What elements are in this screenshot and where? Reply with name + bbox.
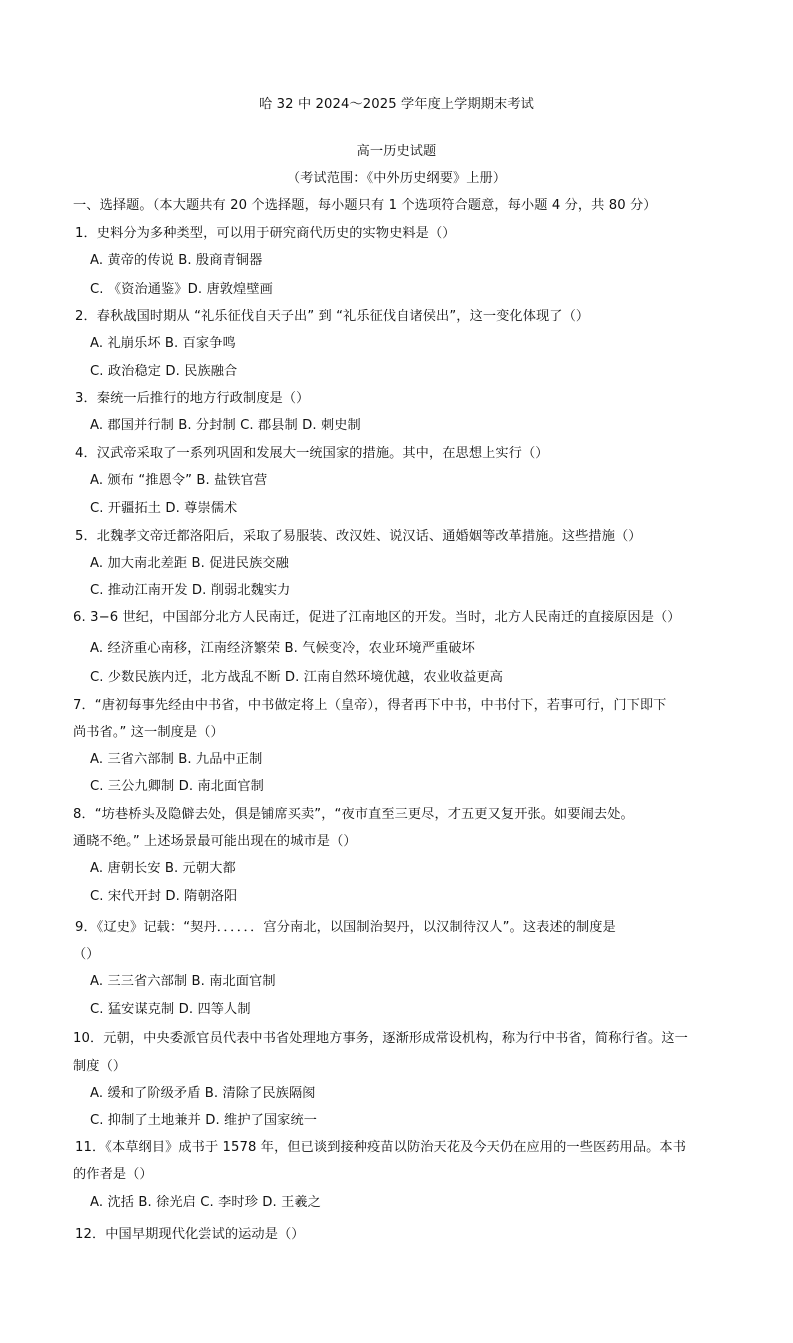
question-stem: 3．秦统一后推行的地方行政制度是（） xyxy=(75,391,310,406)
question-stem: 制度（） xyxy=(73,1059,127,1074)
question-options: C. 抑制了土地兼并 D. 维护了国家统一 xyxy=(90,1113,318,1128)
question-options: A. 三省六部制 B. 九品中正制 xyxy=(90,752,263,767)
question-options: C. 三公九卿制 D. 南北面官制 xyxy=(90,779,264,794)
question-options: C. 猛安谋克制 D. 四等人制 xyxy=(90,1002,251,1017)
section-header: 一、选择题。（本大题共有 20 个选择题，每小题只有 1 个选项符合题意，每小题 4 分，共 80 分） xyxy=(73,198,657,213)
question-stem: （） xyxy=(73,947,100,962)
question-stem: 9．《辽史》记载：“契丹．．．．．．宫分南北，以国制治契丹，以汉制待汉人”。这表述的制度是 xyxy=(75,920,616,935)
question-options: C. 政治稳定 D. 民族融合 xyxy=(90,364,238,379)
question-options: C. 少数民族内迁，北方战乱不断 D. 江南自然环境优越，农业收益更高 xyxy=(90,670,504,685)
exam-scope: （考试范围：《中外历史纲要》上册） xyxy=(286,171,507,186)
question-stem: 通晓不绝。” 上述场景最可能出现在的城市是（） xyxy=(73,834,357,849)
question-options: C. 宋代开封 D. 隋朝洛阳 xyxy=(90,889,238,904)
question-options: C. 推动江南开发 D. 削弱北魏实力 xyxy=(90,583,291,598)
question-stem: 6. 3−6 世纪，中国部分北方人民南迁，促进了江南地区的开发。当时，北方人民南迁的直接原因是（） xyxy=(73,610,681,625)
question-stem: 1．史料分为多种类型，可以用于研究商代历史的实物史料是（） xyxy=(75,226,456,241)
question-options: A. 三三省六部制 B. 南北面官制 xyxy=(90,974,276,989)
exam-subtitle: 高一历史试题 xyxy=(356,144,437,159)
question-stem: 2．春秋战国时期从 “礼乐征伐自天子出” 到 “礼乐征伐自诸侯出”，这一变化体现了（） xyxy=(75,309,590,324)
question-options: A. 唐朝长安 B. 元朝大都 xyxy=(90,861,236,876)
question-options: A. 经济重心南移，江南经济繁荣 B. 气候变冷，农业环境严重破坏 xyxy=(90,641,475,656)
question-options: A. 缓和了阶级矛盾 B. 清除了民族隔阂 xyxy=(90,1086,316,1101)
question-options: A. 郡国并行制 B. 分封制 C. 郡县制 D. 刺史制 xyxy=(90,418,361,433)
question-options: A. 加大南北差距 B. 促进民族交融 xyxy=(90,556,289,571)
question-stem: 尚书省。” 这一制度是（） xyxy=(73,725,224,740)
question-stem: 的作者是（） xyxy=(73,1167,153,1182)
question-stem: 5．北魏孝文帝迁都洛阳后，采取了易服装、改汉姓、说汉话、通婚姻等改革措施。这些措施（） xyxy=(75,529,642,544)
question-options: C. 开疆拓土 D. 尊崇儒术 xyxy=(90,501,238,516)
question-stem: 10．元朝，中央委派官员代表中书省处理地方事务，逐渐形成常设机构，称为行中书省，简称行省。这一 xyxy=(73,1031,688,1046)
question-options: A. 礼崩乐坏 B. 百家争鸣 xyxy=(90,336,236,351)
question-stem: 4．汉武帝采取了一系列巩固和发展大一统国家的措施。其中，在思想上实行（） xyxy=(75,446,549,461)
question-options: A. 沈括 B. 徐光启 C. 李时珍 D. 王羲之 xyxy=(90,1195,321,1210)
question-options: A. 颁布 “推恩令” B. 盐铁官营 xyxy=(90,473,268,488)
question-stem: 12．中国早期现代化尝试的运动是（） xyxy=(75,1227,305,1242)
question-options: C. 《资治通鉴》D. 唐敦煌壁画 xyxy=(90,282,273,297)
question-stem: 8．“坊巷桥头及隐僻去处，俱是铺席买卖”，“夜市直至三更尽，才五更又复开张。如要闹去处。 xyxy=(73,807,634,822)
question-stem: 7．“唐初每事先经由中书省，中书做定将上（皇帝），得者再下中书，中书付下，若事可行，门下即下 xyxy=(73,698,667,713)
question-options: A. 黄帝的传说 B. 殷商青铜器 xyxy=(90,253,263,268)
exam-title: 哈 32 中 2024～2025 学年度上学期期末考试 xyxy=(259,97,534,112)
question-stem: 11．《本草纲目》成书于 1578 年，但已谈到接种疫苗以防治天花及今天仍在应用的一些医药用品。本书 xyxy=(75,1140,686,1155)
